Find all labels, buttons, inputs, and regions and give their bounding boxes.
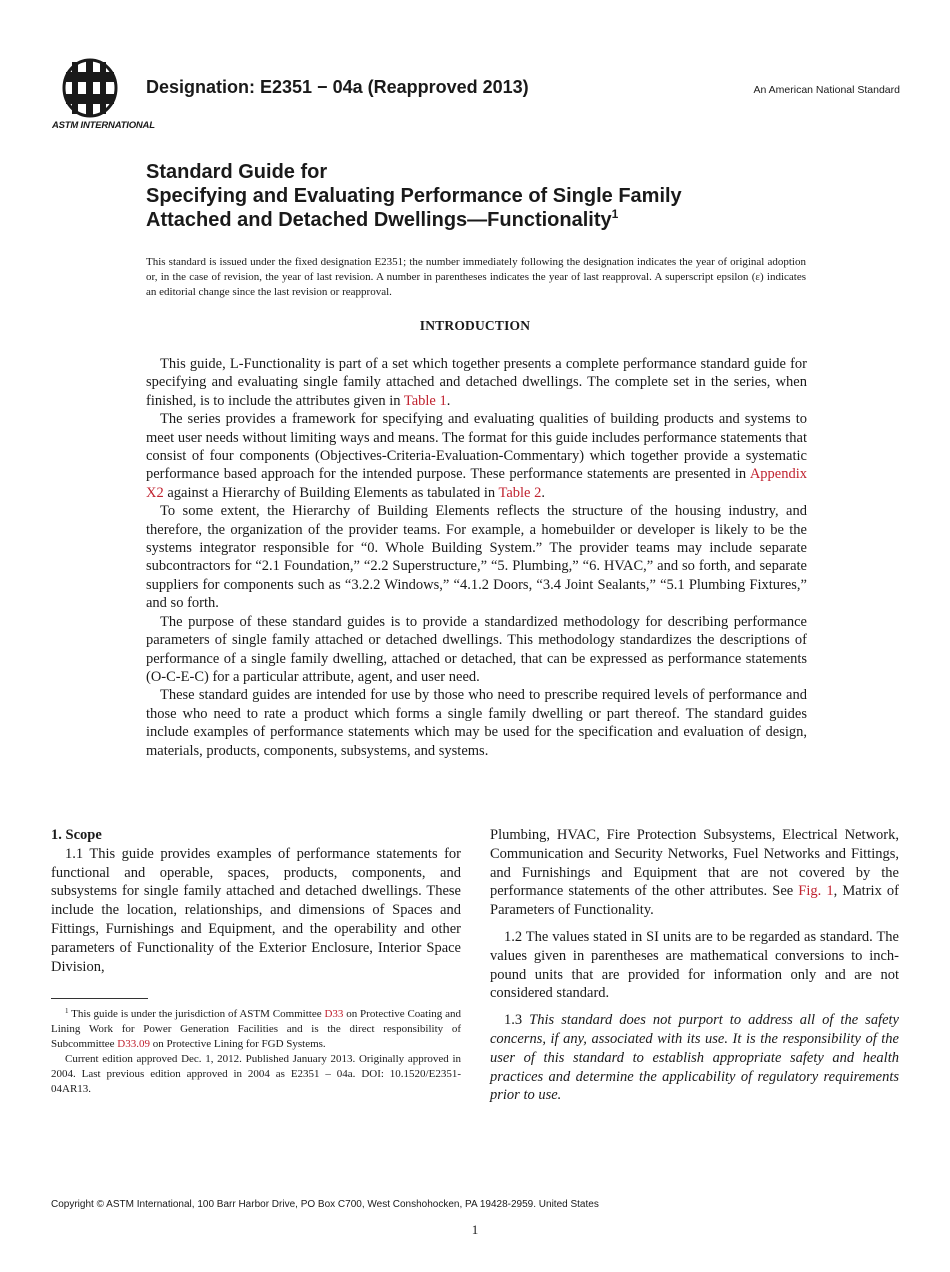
table-1-link[interactable]: Table 1 <box>403 392 447 409</box>
intro-p2-end: . <box>541 484 545 501</box>
right-column <box>490 826 899 1105</box>
scope-1-3-number: 1.3 <box>504 1012 530 1029</box>
designation: Designation: E2351 − 04a (Reapproved 2013) <box>146 77 529 97</box>
title-line-1: Standard Guide for <box>146 161 328 183</box>
title-line-3 <box>146 208 906 232</box>
footnotes <box>51 1007 461 1097</box>
scope-1-1-cont-end: , Matrix of Parameters of Functionality. <box>490 883 899 919</box>
intro-paragraph-2 <box>146 410 807 502</box>
scope-1-1-continued <box>490 826 899 920</box>
scope-1-1-cont-text: Plumbing, HVAC, Fire Protection Subsystems, Electrical Network, Communication and Security Networks, Fuel Networks and Fittings, and Furnishings and Equipment that are not covered by the performance statements of the other attributes. See <box>490 827 899 900</box>
intro-paragraph-5: These standard guides are intended for use by those who need to prescribe required levels of performance and those who need to rate a product which forms a single family dwelling or part thereof. The standard guides include examples of performance statements which may be used for the specification and evaluation of design, materials, products, components, subsystems, and systems. <box>146 687 807 759</box>
footnote-1-text-b: on Protective Coating and Lining Work for Power Generation Facilities and is the direct responsibility of Subcommittee <box>51 1008 462 1050</box>
astm-logo <box>52 58 155 132</box>
scope-1-3-safety-text: This standard does not purport to address all of the safety concerns, if any, associated with its use. It is the responsibility of the user of this standard to establish appropriate safety and health practices and determine the applicability of regulatory requirements prior to use. <box>490 1012 899 1104</box>
scope-1-2: 1.2 The values stated in SI units are to be regarded as standard. The values given in parentheses are mathematical conversions to inch-pound units that are provided for information only and are not considered standard. <box>490 928 899 1002</box>
intro-p1-text: This guide, L-Functionality is part of a set which together presents a complete performance standard guide for specifying and evaluating single family attached and detached dwellings. The complete set in the series, when finished, is to include the attributes given in <box>146 356 807 409</box>
footnote-1-text-a: This guide is under the jurisdiction of ASTM Committee <box>68 1008 325 1020</box>
fig-1-link[interactable]: Fig. 1 <box>798 883 834 900</box>
intro-paragraph-1 <box>146 355 807 410</box>
page-number: 1 <box>471 1222 479 1237</box>
american-national-standard: An American National Standard <box>753 84 900 96</box>
title-line-2: Specifying and Evaluating Performance of Single Family <box>146 185 682 207</box>
intro-p1-end: . <box>446 392 451 409</box>
logo-wordmark: ASTM INTERNATIONAL <box>52 120 155 131</box>
intro-paragraph-3: To some extent, the Hierarchy of Building Elements reflects the structure of the housing industry, and therefore, the organization of the provider teams. For example, a homebuilder or developer is likely to be the systems integrator responsible for “0. Whole Building System.” The provider teams may include separate subcontractors for “2.1 Foundation,” “2.2 Superstructure,” “5. Plumbing,” “6. HVAC,” and so forth, and separate suppliers for components such as “3.2.2 Windows,” “4.1.2 Doors, “3.4 Joint Sealants,” “5.1 Plumbing Fixtures,” and so forth. <box>146 503 807 612</box>
footnote-1-marker: 1 <box>65 1007 69 1015</box>
footnote-1-text-c: on Protective Lining for FGD Systems. <box>150 1038 326 1050</box>
left-column <box>51 826 461 976</box>
copyright-notice: Copyright © ASTM International, 100 Barr Harbor Drive, PO Box C700, West Conshohocken, PA 19428-2959. United States <box>51 1199 599 1210</box>
title-block <box>146 160 906 232</box>
title-line-3-text: Attached and Detached Dwellings—Functionality <box>146 209 612 231</box>
introduction-body <box>146 355 807 760</box>
scope-heading: 1. Scope <box>51 827 102 843</box>
intro-p2-text: The series provides a framework for specifying and evaluating qualities of building products and systems to meet user needs without limiting ways and means. The format for this guide includes performance statements that consist of four components (Objectives-Criteria-Evaluation-Commentary) which together provide a systematic performance based approach for the intended purpose. These performance statements are presented in <box>146 411 807 483</box>
issued-statement: This standard is issued under the fixed designation E2351; the number immediately following the designation indicates the year of original adoption or, in the case of revision, the year of last revision. A number in parentheses indicates the year of last reapproval. A superscript epsilon (ε) indicates an editorial change since the last revision or reapproval. <box>146 256 806 298</box>
footnote-1 <box>51 1007 461 1052</box>
d33-link[interactable]: D33 <box>324 1008 344 1020</box>
title-footnote-marker[interactable]: 1 <box>611 207 619 221</box>
footnote-edition: Current edition approved Dec. 1, 2012. Published January 2013. Originally approved in 2004. Last previous edition approved in 2004 as E2351 – 04a. DOI: 10.1520/E2351-04AR13. <box>51 1053 461 1095</box>
appendix-x2-link[interactable]: Appendix X2 <box>146 466 807 501</box>
scope-1-3 <box>490 1011 899 1105</box>
d33-09-link[interactable]: D33.09 <box>117 1038 150 1050</box>
introduction-heading: INTRODUCTION <box>419 318 531 333</box>
scope-1-1: 1.1 This guide provides examples of performance statements for functional and operable, spaces, products, components, and subsystems for single family attached and detached dwellings. These include the location, relationships, and dimensions of Spaces and Fittings, Furnishings and Equipment, and the operability and other parameters of Functionality of the Exterior Enclosure, Interior Space Division, <box>51 845 461 975</box>
table-2-link[interactable]: Table 2 <box>498 484 542 501</box>
footnote-divider <box>51 998 148 999</box>
intro-paragraph-4: The purpose of these standard guides is to provide a standardized methodology for describing performance parameters of single family attached or detached dwellings. This methodology standardizes the descriptions of performance of a single family dwelling, attached or detached, that can be expressed as performance statements (O-C-E-C) for a particular attribute, agent, and user need. <box>146 613 807 685</box>
intro-p2-text-b: against a Hierarchy of Building Elements as tabulated in <box>163 484 499 501</box>
